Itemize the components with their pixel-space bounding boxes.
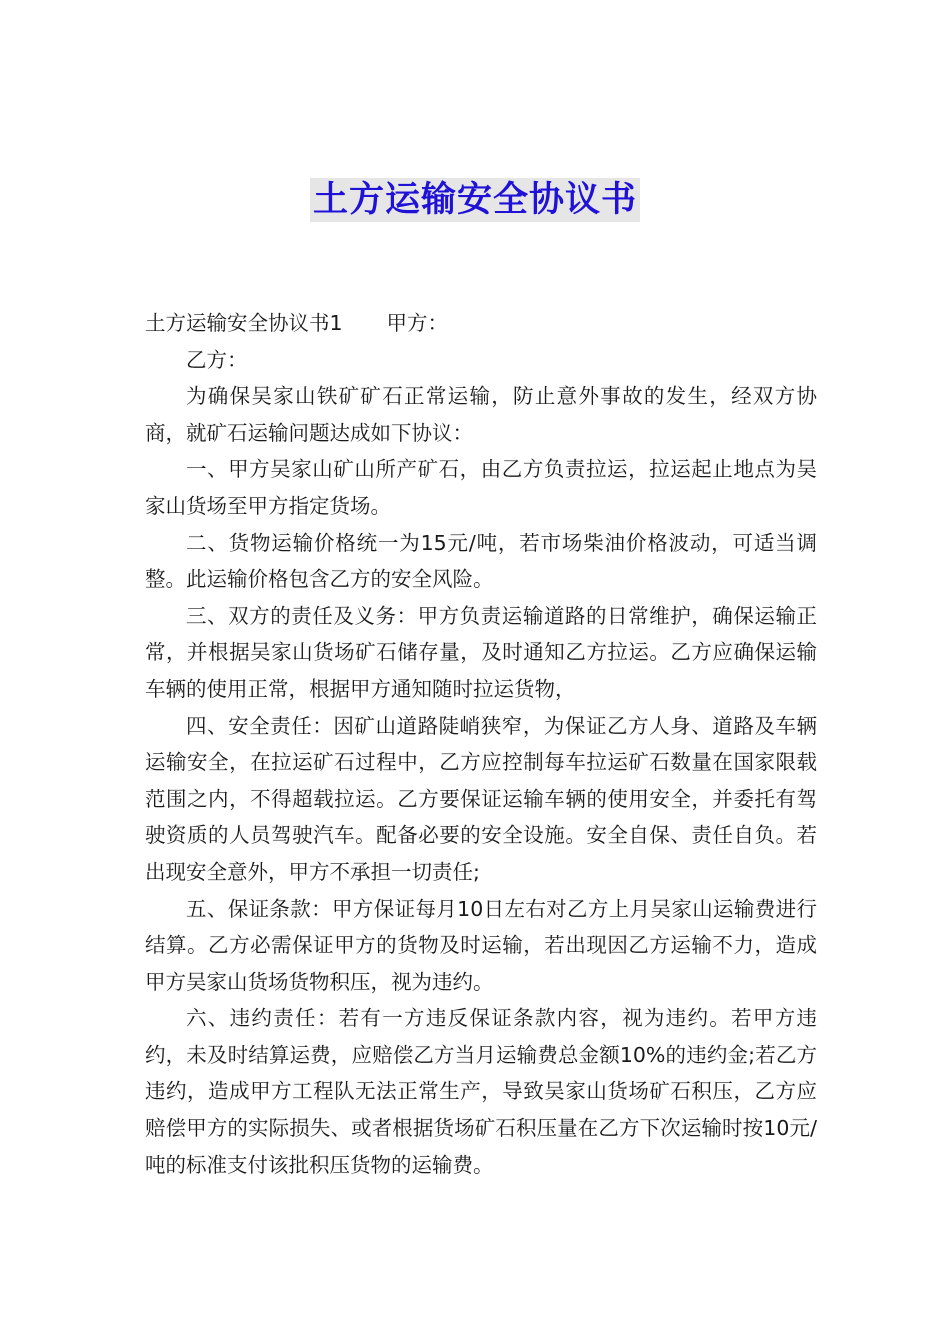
paragraph-clause-2: 二、货物运输价格统一为15元/吨，若市场柴油价格波动，可适当调整。此运输价格包含乙方的安全风险。 xyxy=(145,530,817,592)
document-body xyxy=(145,305,817,1183)
paragraph-intro: 为确保吴家山铁矿矿石正常运输，防止意外事故的发生，经双方协商，就矿石运输问题达成如下协议： xyxy=(145,384,817,445)
title-container xyxy=(0,178,950,222)
document-title: 土方运输安全协议书 xyxy=(310,178,640,222)
paragraph-clause-4: 四、安全责任：因矿山道路陡峭狭窄，为保证乙方人身、道路及车辆运输安全，在拉运矿石过程中，乙方应控制每车拉运矿石数量在国家限载范围之内，不得超载拉运。乙方要保证运输车辆的使用安全，并委托有驾驶资质的人员驾驶汽车。配备必要的安全设施。安全自保、责任自负。若出现安全意外，甲方不承担一切责任; xyxy=(145,713,817,884)
paragraph-clause-1: 一、甲方吴家山矿山所产矿石，由乙方负责拉运，拉运起止地点为吴家山货场至甲方指定货场。 xyxy=(145,457,817,518)
party-a-label: 甲方： xyxy=(386,311,449,335)
party-b-label: 乙方： xyxy=(186,347,248,372)
doc-name-label: 土方运输安全协议书1 xyxy=(145,311,343,335)
heading-line xyxy=(145,305,817,342)
paragraph-clause-3: 三、双方的责任及义务：甲方负责运输道路的日常维护，确保运输正常，并根据吴家山货场矿石储存量，及时通知乙方拉运。乙方应确保运输车辆的使用正常，根据甲方通知随时拉运货物， xyxy=(145,603,817,701)
paragraph-clause-5: 五、保证条款：甲方保证每月10日左右对乙方上月吴家山运输费进行结算。乙方必需保证甲方的货物及时运输，若出现因乙方运输不力，造成甲方吴家山货场货物积压，视为违约。 xyxy=(145,896,817,994)
paragraph-clause-6: 六、违约责任：若有一方违反保证条款内容，视为违约。若甲方违约，未及时结算运费，应赔偿乙方当月运输费总金额10%的违约金;若乙方违约，造成甲方工程队无法正常生产，导致吴家山货场矿石积压，乙方应赔偿甲方的实际损失、或者根据货场矿石积压量在乙方下次运输时按10元/吨的标准支付该批积压货物的运输费。 xyxy=(145,1006,817,1177)
